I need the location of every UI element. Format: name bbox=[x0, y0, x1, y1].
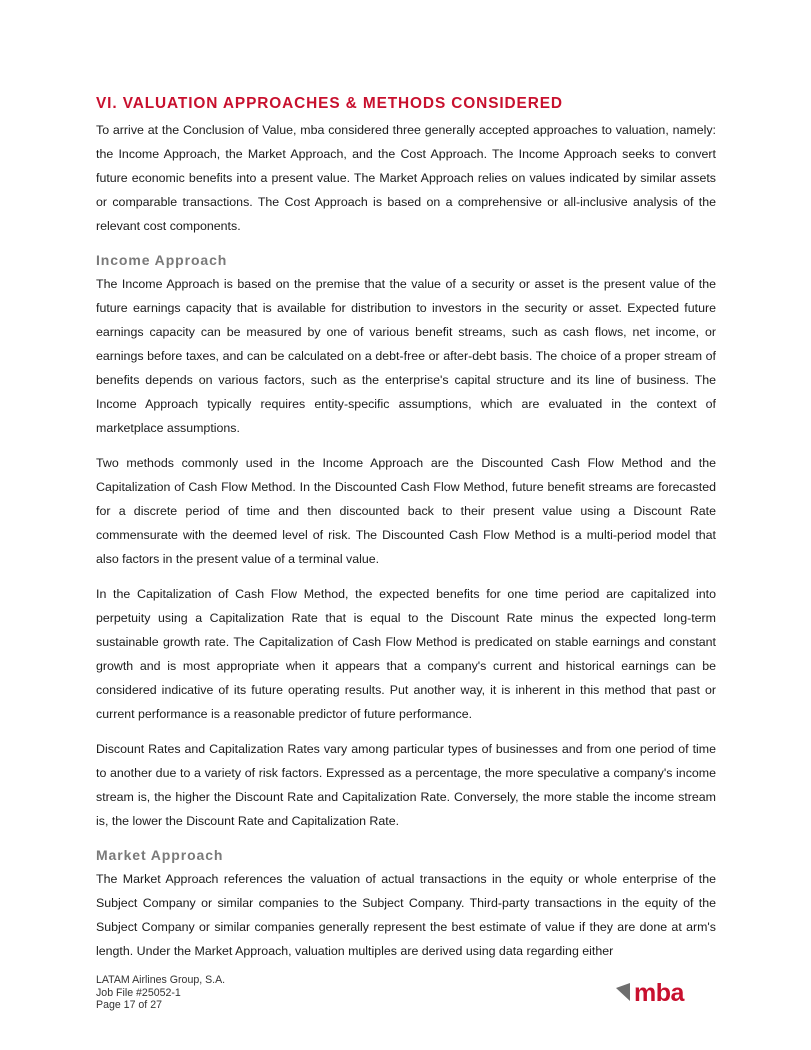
section-title: VI. VALUATION APPROACHES & METHODS CONSIDERED bbox=[96, 95, 563, 112]
logo-text: mba bbox=[634, 979, 684, 1005]
page-footer bbox=[96, 974, 225, 1012]
income-paragraph-2: Two methods commonly used in the Income Approach are the Discounted Cash Flow Method and the Capitalization of Cash Flow Method. In the Discounted Cash Flow Method, future benefit streams are forecasted for a discrete period of time and then discounted back to their present value using a Discount Rate commensurate with the deemed level of risk. The Discounted Cash Flow Method is a multi-period model that also factors in the present value of a terminal value. bbox=[96, 456, 716, 566]
market-paragraph: The Market Approach references the valuation of actual transactions in the equity or whole enterprise of the Subject Company or similar companies to the Subject Company. Third-party transactions in the equity of the Subject Company or similar companies generally represent the best estimate of value if they are done at arm's length. Under the Market Approach, valuation multiples are derived using data regarding either bbox=[96, 872, 716, 958]
page-content bbox=[96, 94, 716, 963]
income-paragraph-3: In the Capitalization of Cash Flow Method, the expected benefits for one time period are capitalized into perpetuity using a Capitalization Rate that is equal to the Discount Rate minus the expected long-term sustainable growth rate. The Capitalization of Cash Flow Method is predicated on stable earnings and constant growth and is most appropriate when it appears that a company's current and historical earnings can be considered indicative of its future operating results. Put another way, it is inherent in this method that past or current performance is a reasonable predictor of future performance. bbox=[96, 587, 716, 721]
income-paragraph-1: The Income Approach is based on the premise that the value of a security or asset is the present value of the future earnings capacity that is available for distribution to investors in the security or asset. Expected future earnings capacity can be measured by one of various benefit streams, such as cash flows, net income, or earnings before taxes, and can be calculated on a debt-free or after-debt basis. The choice of a proper stream of benefits depends on various factors, such as the enterprise's capital structure and its line of business. The Income Approach typically requires entity-specific assumptions, which are evaluated in the context of marketplace assumptions. bbox=[96, 277, 716, 435]
income-approach-heading: Income Approach bbox=[96, 252, 228, 268]
logo-arrow-icon bbox=[616, 983, 630, 1001]
mba-logo bbox=[614, 979, 706, 1005]
footer-job-file: Job File #25052-1 bbox=[96, 986, 181, 999]
intro-paragraph: To arrive at the Conclusion of Value, mba considered three generally accepted approaches to valuation, namely: the Income Approach, the Market Approach, and the Cost Approach. The Income Approach seeks to convert future economic benefits into a present value. The Market Approach relies on values indicated by similar assets or comparable transactions. The Cost Approach is based on a comprehensive or all-inclusive analysis of the relevant cost components. bbox=[96, 123, 716, 233]
income-paragraph-4: Discount Rates and Capitalization Rates vary among particular types of businesses and from one period of time to another due to a variety of risk factors. Expressed as a percentage, the more speculative a company's income stream is, the higher the Discount Rate and Capitalization Rate. Conversely, the more stable the income stream is, the lower the Discount Rate and Capitalization Rate. bbox=[96, 742, 716, 828]
footer-page-number: Page 17 of 27 bbox=[96, 999, 162, 1011]
market-approach-heading: Market Approach bbox=[96, 847, 224, 863]
footer-company: LATAM Airlines Group, S.A. bbox=[96, 974, 226, 986]
